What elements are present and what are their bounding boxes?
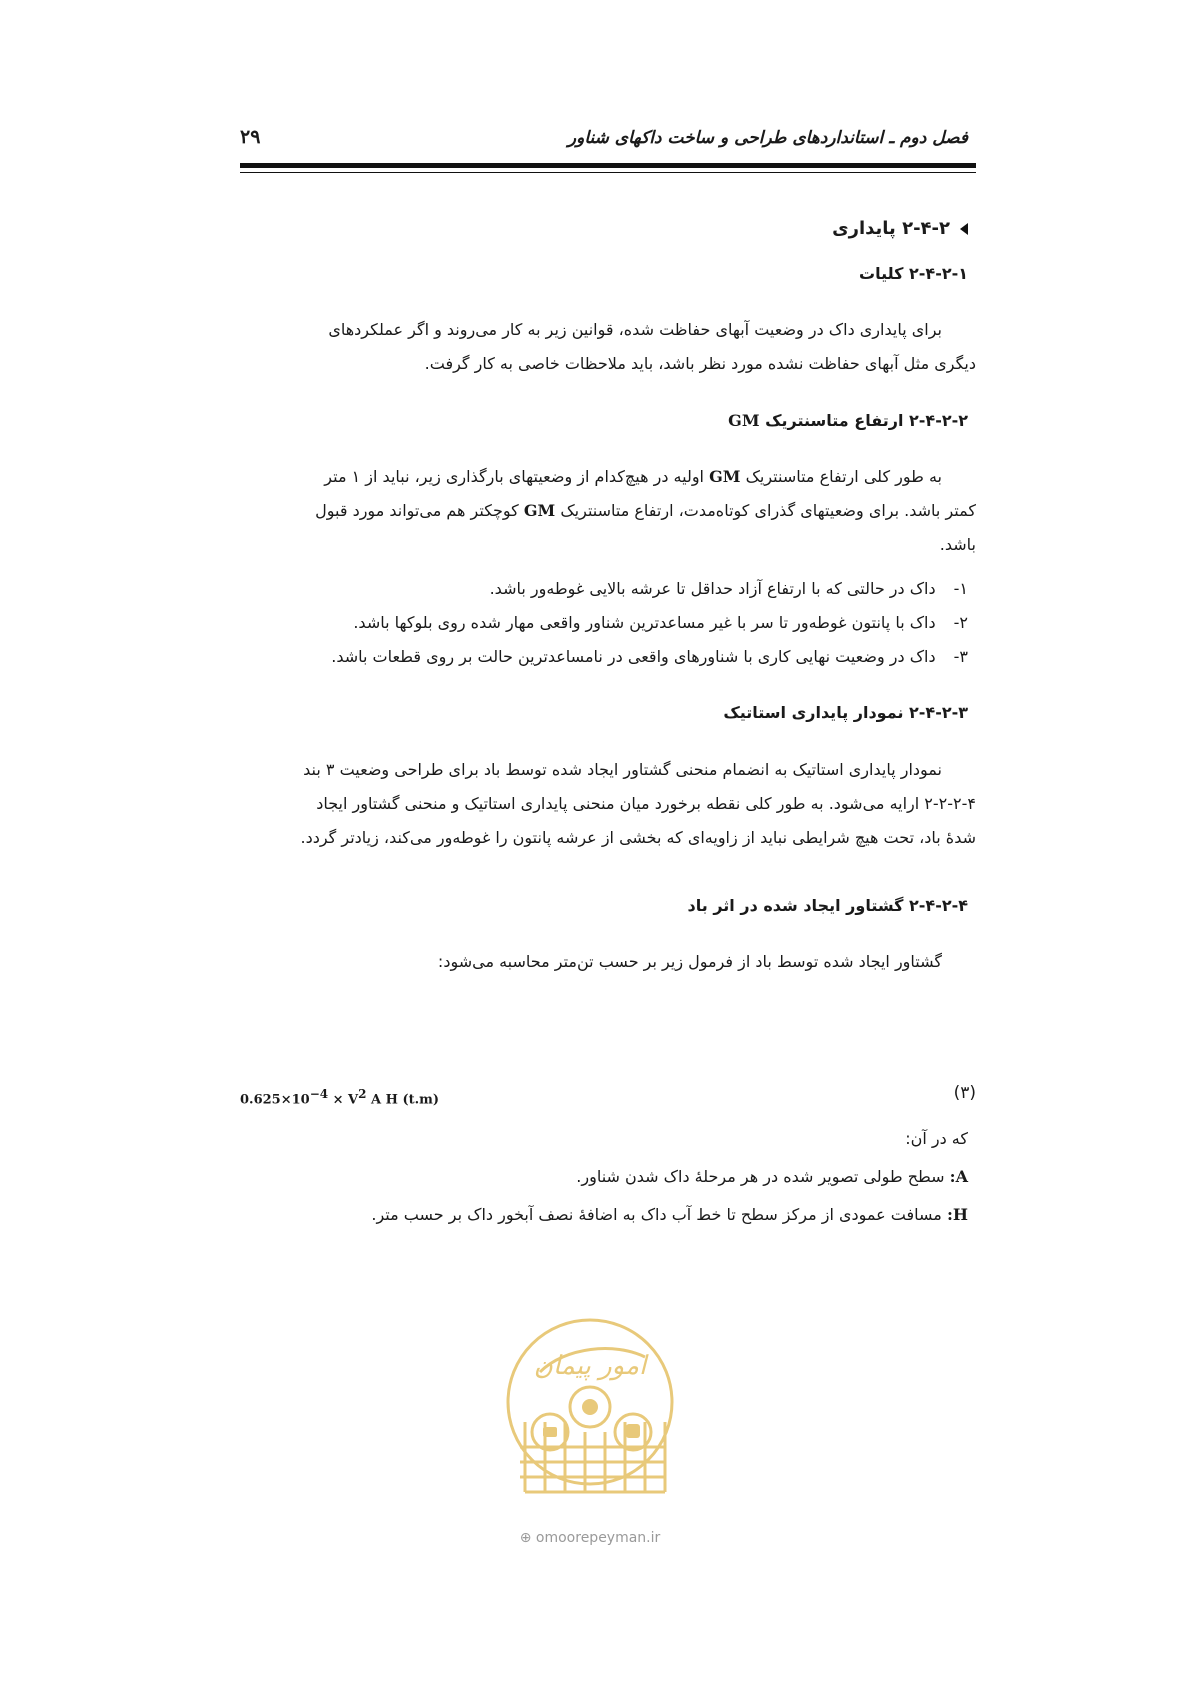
definition-symbol: H: (946, 1205, 968, 1224)
triangle-bullet-icon (960, 223, 968, 235)
text-run: کمتر باشد. برای وضعیتهای گذرای کوتاه‌مدت، ارتفاع متاسنتریک (560, 501, 976, 520)
list-number: ۱- (953, 579, 968, 598)
globe-icon: ⊕ (519, 1530, 532, 1546)
list-text: داک در حالتی که با ارتفاع آزاد حداقل تا عرشه بالایی غوطه‌ور باشد. (489, 579, 936, 598)
definition-text: مسافت عمودی از مرکز سطح تا خط آب داک به اضافهٔ نصف آبخور داک بر حسب متر. (371, 1205, 942, 1224)
gm-term: GM (728, 411, 760, 430)
header-rule-thick (240, 163, 976, 168)
definition-symbol: A: (949, 1167, 968, 1186)
paragraph-line: برای پایداری داک در وضعیت آبهای حفاظت شده، قوانین زیر به کار می‌روند و اگر عملکردهای (328, 320, 942, 339)
watermark-logo-icon (495, 1312, 685, 1502)
paragraph-line: نمودار پایداری استاتیک به انضمام منحنی گشتاور ایجاد شده توسط باد برای طراحی وضعیت ۳ بند (303, 760, 942, 779)
list-item (490, 579, 968, 598)
definition-text: سطح طولی تصویر شده در هر مرحلهٔ داک شدن شناور. (576, 1167, 945, 1186)
logo-text: امور پیمان (533, 1351, 647, 1381)
header-rule-thin (240, 172, 976, 173)
definition-a (576, 1167, 968, 1186)
section-title: ۲-۴-۲ پایداری (832, 218, 950, 239)
text-run: کوچکتر هم می‌تواند مورد قبول (315, 501, 519, 520)
equation-number: (۳) (953, 1083, 976, 1103)
subsection-general-title: ۲-۴-۲-۱ کلیات (858, 264, 968, 283)
text-run: به طور کلی ارتفاع متاسنتریک (745, 467, 942, 486)
paragraph-line: دیگری مثل آبهای حفاظت نشده مورد نظر باشد، باید ملاحظات خاصی به کار گرفت. (424, 354, 976, 373)
wind-moment-formula (240, 1087, 439, 1107)
paragraph-line: باشد. (939, 535, 976, 554)
website-watermark (500, 1530, 680, 1546)
text-run: اولیه در هیچ‌کدام از وضعیتهای بارگذاری زیر، نباید از ۱ متر (324, 467, 704, 486)
general-paragraph (240, 313, 976, 381)
formula-exponent: 2 (358, 1087, 367, 1101)
list-number: ۳- (953, 647, 968, 666)
paragraph-line (240, 494, 976, 528)
formula-exponent: −4 (309, 1087, 329, 1101)
website-text: omoorepeyman.ir (535, 1530, 661, 1546)
static-paragraph (240, 753, 976, 855)
formula-part: A H (t.m) (371, 1092, 440, 1108)
subsection-wind-title: ۲-۴-۲-۴ گشتاور ایجاد شده در اثر باد (687, 896, 968, 915)
formula-row (240, 1083, 976, 1113)
paragraph-line: گشتاور ایجاد شده توسط باد از فرمول زیر بر حسب تن‌متر محاسبه می‌شود: (437, 952, 942, 971)
section-heading (832, 218, 968, 239)
gm-term: GM (709, 467, 741, 486)
paragraph-line: ۲-۲-۲-۴ ارایه می‌شود. به طور کلی نقطه برخورد میان منحنی پایداری استاتیک و منحنی گشتاور ایجاد (316, 794, 976, 813)
wind-intro (240, 945, 976, 979)
list-text: داک در وضعیت نهایی کاری با شناورهای واقعی در نامساعدترین حالت بر روی قطعات باشد. (331, 647, 936, 666)
where-label: که در آن: (905, 1129, 968, 1148)
list-text: داک با پانتون غوطه‌ور تا سر با غیر مساعدترین شناور واقعی مهار شده روی بلوکها باشد. (353, 613, 936, 632)
formula-part: 0.625×10 (240, 1092, 310, 1108)
title-text: ۲-۴-۲-۲ ارتفاع متاسنتریک (765, 411, 968, 430)
page-number: ۲۹ (240, 126, 261, 148)
chapter-title: فصل دوم ـ استانداردهای طراحی و ساخت داکهای شناور (567, 128, 968, 148)
subsection-metacentric-title (728, 411, 968, 430)
definition-h (371, 1205, 968, 1224)
metacentric-paragraph (240, 460, 976, 562)
list-number: ۲- (953, 613, 968, 632)
list-item (331, 647, 968, 666)
paragraph-line (240, 460, 976, 494)
subsection-static-title: ۲-۴-۲-۳ نمودار پایداری استاتیک (723, 703, 968, 722)
paragraph-line: شدهٔ باد، تحت هیچ شرایطی نباید از زاویه‌ای که بخشی از عرشه پانتون را غوطه‌ور می‌کند، زیادتر گردد. (300, 828, 976, 847)
formula-part: × V (328, 1092, 359, 1108)
list-item (353, 613, 968, 632)
gm-term: GM (523, 501, 556, 520)
